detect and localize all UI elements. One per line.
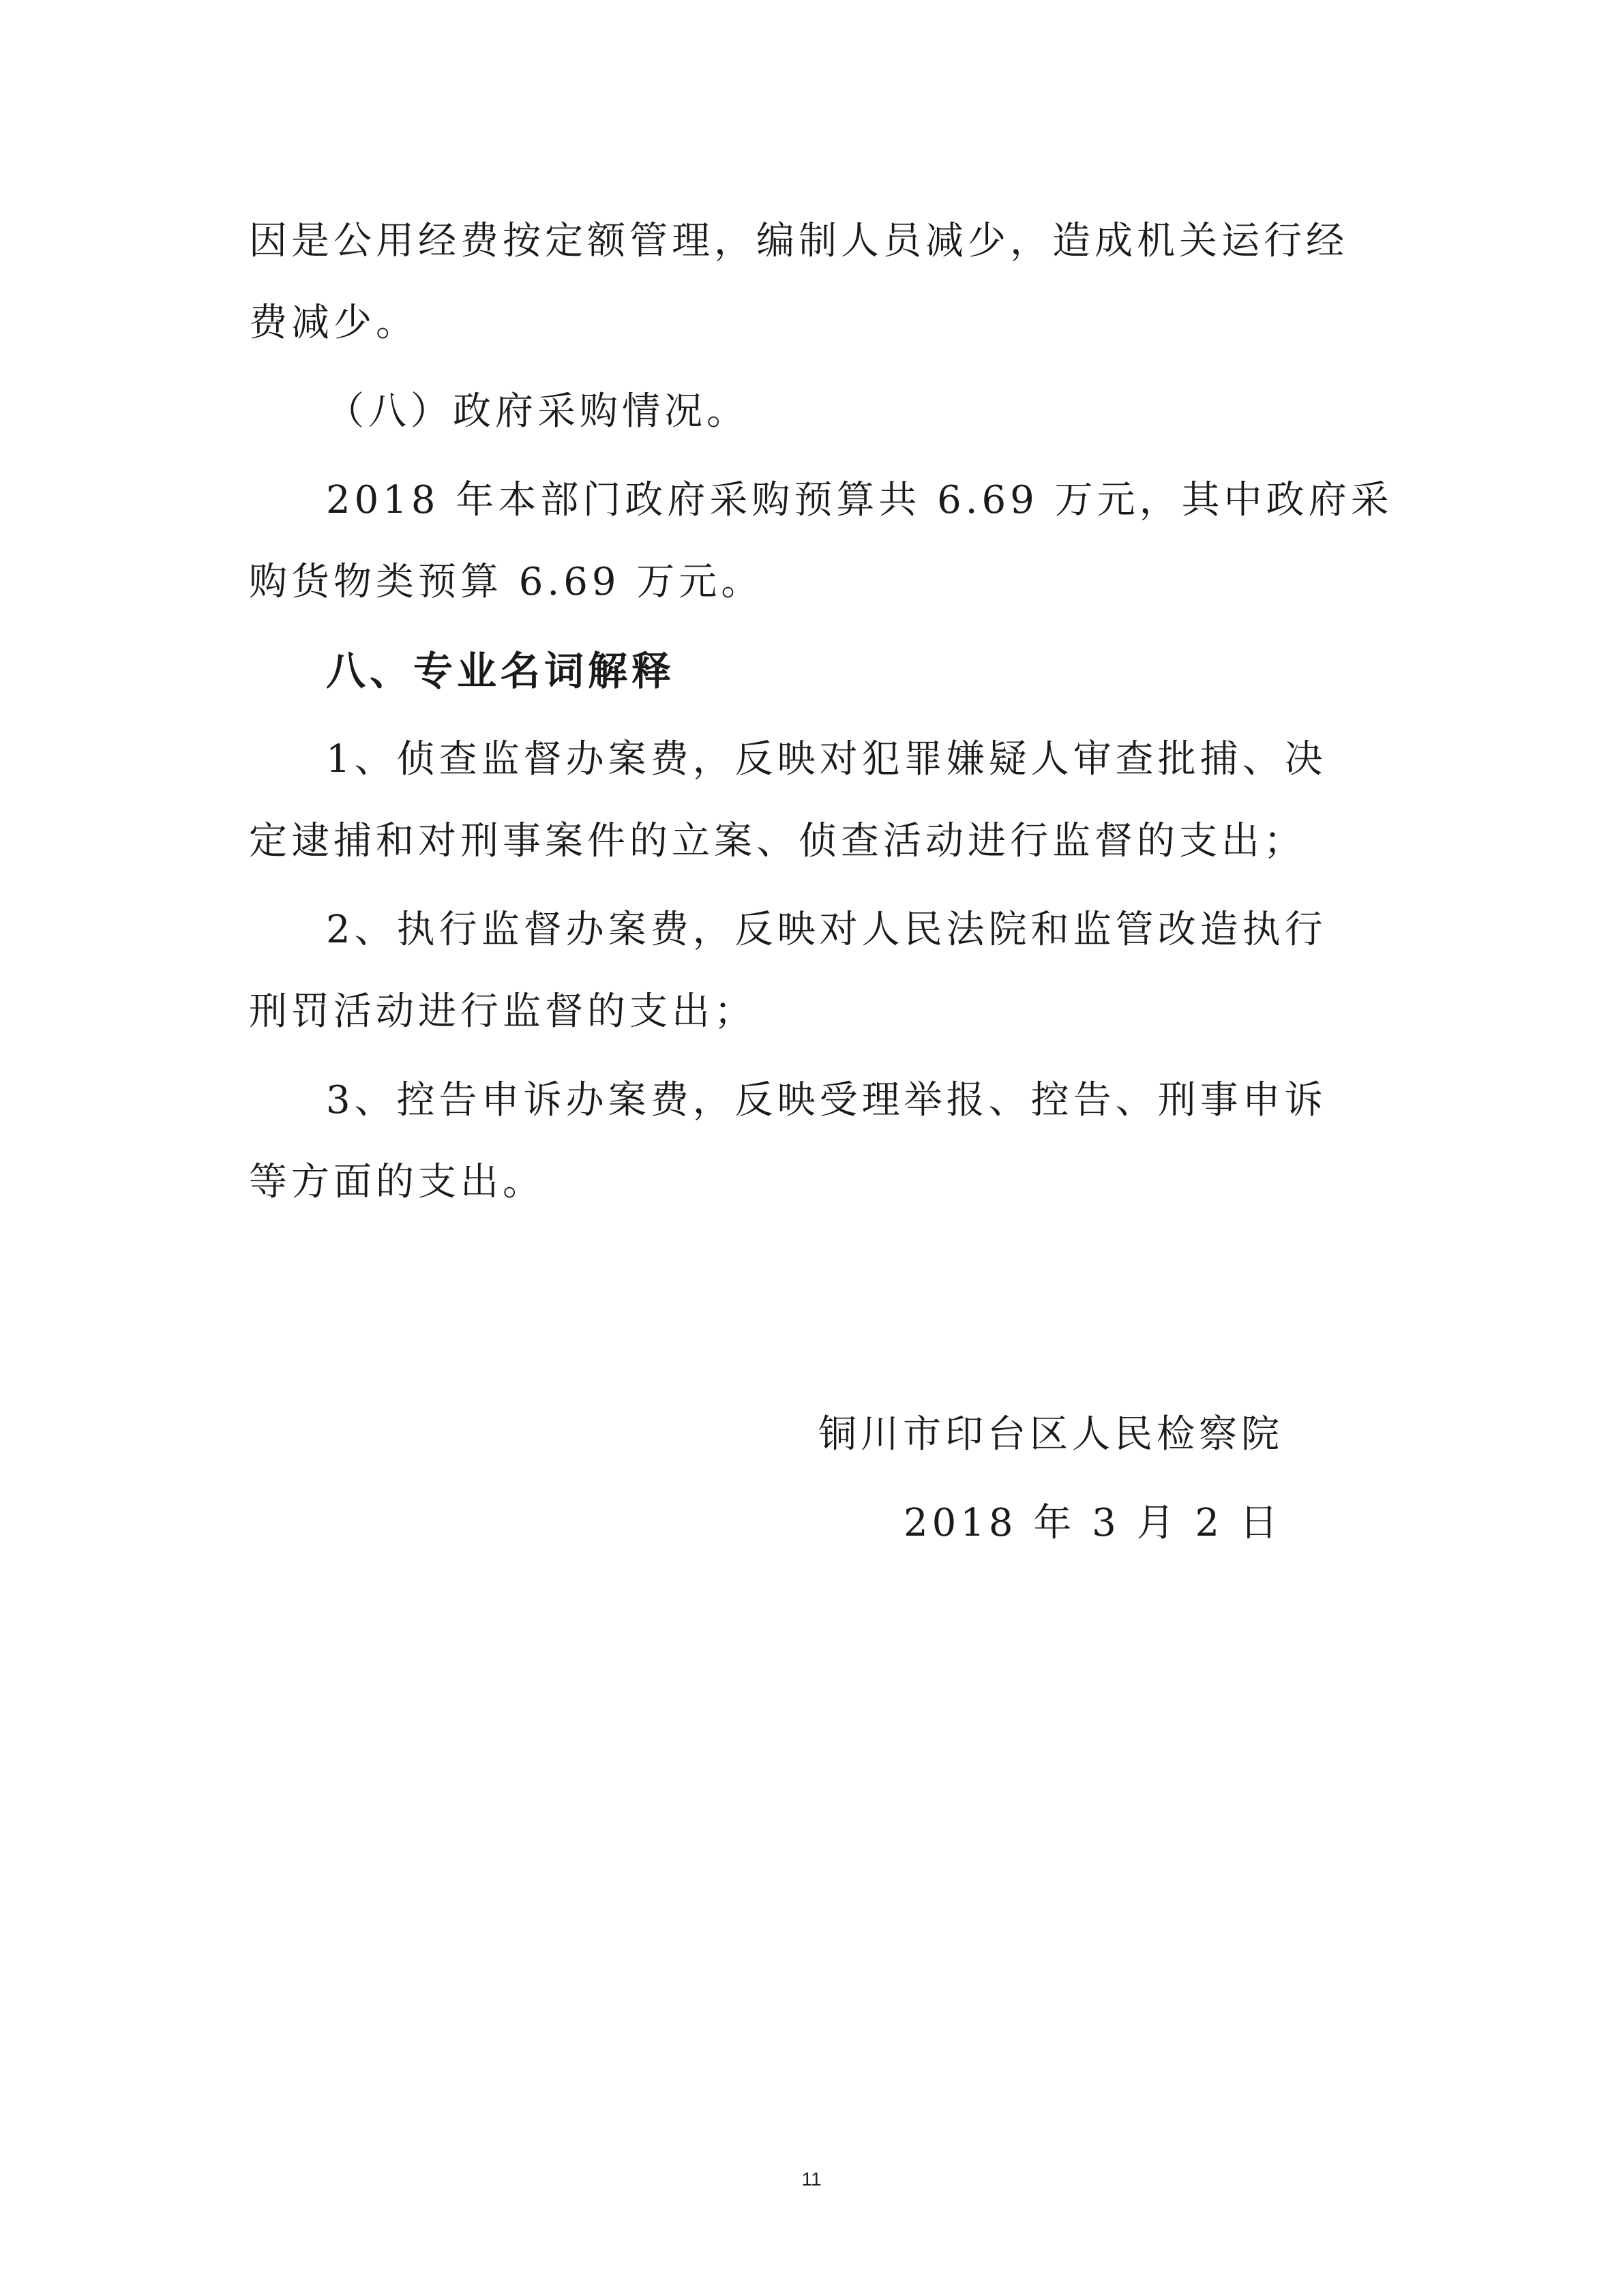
list-item-line: 定逮捕和对刑事案件的立案、侦查活动进行监督的支出； xyxy=(249,819,1306,863)
page-number: 11 xyxy=(801,2168,822,2190)
list-item-line: 1、侦查监督办案费，反映对犯罪嫌疑人审查批捕、决 xyxy=(326,737,1327,781)
list-item-line: 3、控告申诉办案费，反映受理举报、控告、刑事申诉 xyxy=(326,1078,1327,1122)
list-item-line: 刑罚活动进行监督的支出； xyxy=(249,989,756,1034)
section-heading: 八、专业名词解释 xyxy=(326,648,676,694)
subsection-heading: （八）政府采购情况。 xyxy=(326,389,749,434)
list-item-line: 2、执行监督办案费，反映对人民法院和监管改造执行 xyxy=(326,908,1327,952)
paragraph-line: 因是公用经费按定额管理，编制人员减少，造成机关运行经 xyxy=(249,219,1348,263)
paragraph-line: 费减少。 xyxy=(249,301,418,345)
signature-org: 铜川市印台区人民检察院 xyxy=(818,1412,1283,1457)
paragraph-line: 购货物类预算 6.69 万元。 xyxy=(249,560,764,604)
paragraph-line: 2018 年本部门政府采购预算共 6.69 万元，其中政府采 xyxy=(326,478,1393,522)
list-item-line: 等方面的支出。 xyxy=(249,1160,545,1204)
signature-date: 2018 年 3 月 2 日 xyxy=(904,1501,1282,1545)
